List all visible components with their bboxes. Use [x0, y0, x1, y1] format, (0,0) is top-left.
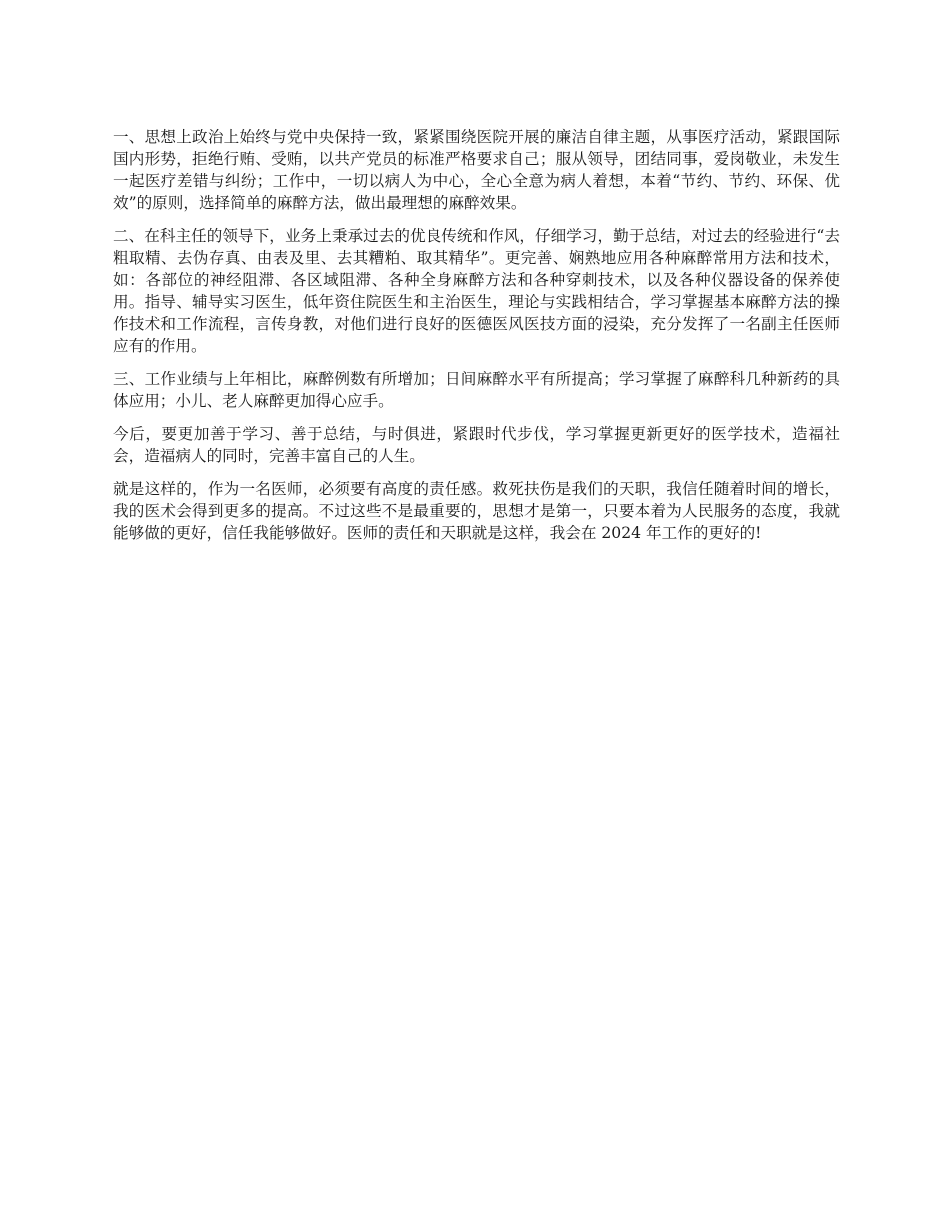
paragraph-future-plans: 今后，要更加善于学习、善于总结，与时俱进，紧跟时代步伐，学习掌握更新更好的医学技术，造福社会，造福病人的同时，完善丰富自己的人生。: [113, 425, 840, 465]
paragraph-work-performance: 三、工作业绩与上年相比，麻醉例数有所增加；日间麻醉水平有所提高；学习掌握了麻醉科几种新药的具体应用；小儿、老人麻醉更加得心应手。: [113, 370, 840, 410]
paragraph-conclusion: 就是这样的，作为一名医师，必须要有高度的责任感。救死扶伤是我们的天职，我信任随着时间的增长，我的医术会得到更多的提高。不过这些不是最重要的，思想才是第一，只要本着为人民服务的态度，我就能够做的更好，信任我能够做好。医师的责任和天职就是这样，我会在 2024 年工作的更好的!: [113, 480, 840, 542]
paragraph-professional-work: 二、在科主任的领导下，业务上秉承过去的优良传统和作风，仔细学习，勤于总结，对过去的经验进行“去粗取精、去伪存真、由表及里、去其糟粕、取其精华”。更完善、娴熟地应用各种麻醉常用方法和技术，如：各部位的神经阻滞、各区域阻滞、各种全身麻醉方法和各种穿刺技术，以及各种仪器设备的保养使用。指导、辅导实习医生，低年资住院医生和主治医生，理论与实践相结合，学习掌握基本麻醉方法的操作技术和工作流程，言传身教，对他们进行良好的医德医风医技方面的浸染，充分发挥了一名副主任医师应有的作用。: [113, 227, 840, 355]
document-body: [113, 126, 840, 555]
paragraph-political-stance: 一、思想上政治上始终与党中央保持一致，紧紧围绕医院开展的廉洁自律主题，从事医疗活动，紧跟国际国内形势，拒绝行贿、受贿，以共产党员的标准严格要求自己；服从领导，团结同事，爱岗敬业，未发生一起医疗差错与纠纷；工作中，一切以病人为中心，全心全意为病人着想，本着“节约、节约、环保、优效”的原则，选择简单的麻醉方法，做出最理想的麻醉效果。: [113, 128, 840, 212]
